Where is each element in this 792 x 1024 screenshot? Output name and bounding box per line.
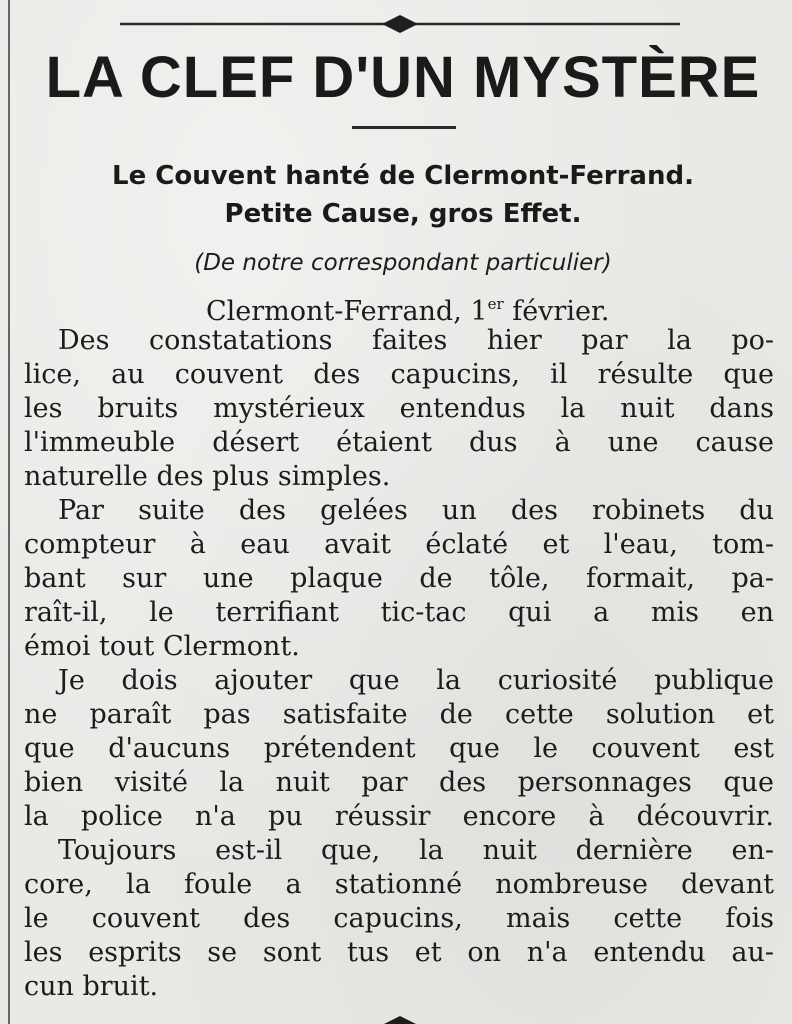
body-line: ne paraît pas satisfaite de cette solution et [24,699,774,730]
body-line: Des constatations faites hier par la po- [58,325,774,356]
top-ornament-divider [120,14,680,34]
bottom-ornament-divider [360,1014,440,1024]
body-line: naturelle des plus simples. [24,461,391,492]
body-line: les bruits mystérieux entendus la nuit dans [24,393,774,424]
body-line: l'immeuble désert étaient dus à une cause [24,427,774,458]
article-subhead-2: Petite Cause, gros Effet. [224,199,582,229]
body-line: lice, au couvent des capucins, il résulte que [24,359,774,390]
body-line: Toujours est-il que, la nuit dernière en- [58,835,774,866]
body-line: les esprits se sont tus et on n'a entendu au- [24,937,774,968]
column-rule [8,0,10,1024]
body-line: Par suite des gelées un des robinets du [58,495,774,526]
dateline-place: Clermont-Ferrand, 1 [206,296,488,327]
article-body [24,324,774,1004]
body-line: bant sur une plaque de tôle, formait, pa- [24,563,774,594]
body-line: la police n'a pu réussir encore à découvrir. [24,801,774,832]
body-line: le couvent des capucins, mais cette fois [24,903,774,934]
body-line: core, la foule a stationné nombreuse devant [24,869,774,900]
body-line: cun bruit. [24,971,159,1002]
dateline-ordinal: er [487,295,504,313]
body-line: bien visité la nuit par des personnages que [24,767,774,798]
article-byline: (De notre correspondant particulier) [194,250,612,276]
article-headline: LA CLEF D'UN MYSTÈRE [45,45,761,110]
body-line: Je dois ajouter que la curiosité publique [58,665,774,696]
article-subhead-1: Le Couvent hanté de Clermont-Ferrand. [112,161,694,191]
headline-rule [352,126,456,129]
body-line: raît-il, le terrifiant tic-tac qui a mis en [24,597,774,628]
dateline-date: février. [503,296,610,327]
body-line: compteur à eau avait éclaté et l'eau, tom- [24,529,774,560]
body-line: que d'aucuns prétendent que le couvent est [24,733,774,764]
body-line: émoi tout Clermont. [24,631,300,662]
